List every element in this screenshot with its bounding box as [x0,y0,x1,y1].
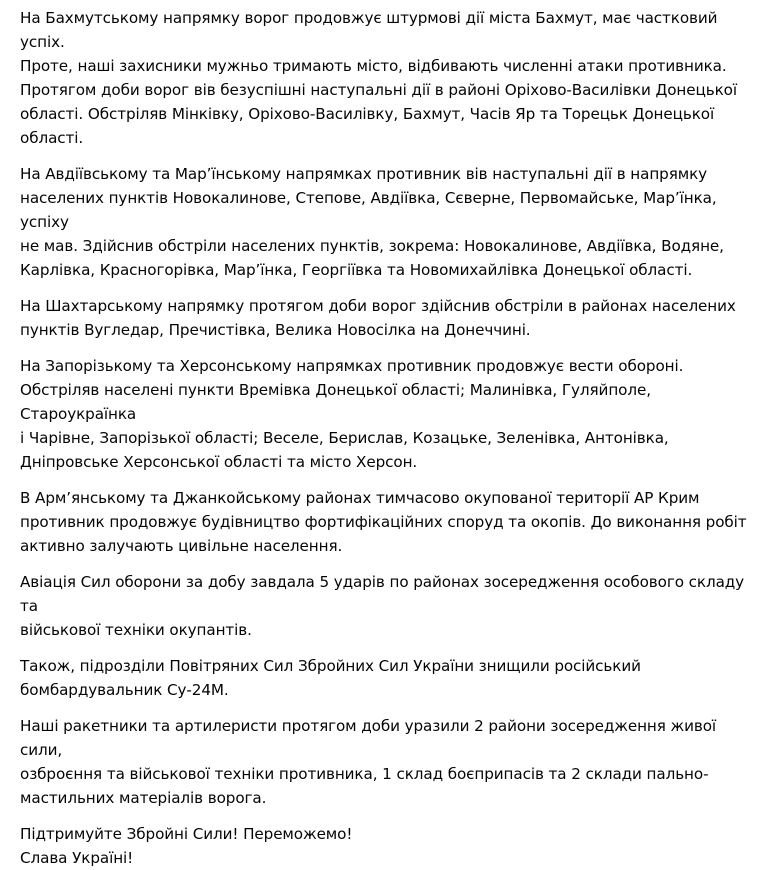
paragraph-artillery: Наші ракетники та артилеристи протягом доби уразили 2 райони зосередження живої сили, озброєння та військової техніки противника, 1 склад боєприпасів та 2 склади пально- мастильних матеріалів ворога. [20,717,717,807]
paragraph-shakhtarsk: На Шахтарському напрямку протягом доби ворог здійснив обстріли в районах населених пунктів Вугледар, Пречистівка, Велика Новосілка на Донеччині. [20,297,736,339]
paragraph-aviation: Авіація Сил оборони за добу завдала 5 ударів по районах зосередження особового складу та військової техніки окупантів. [20,573,745,639]
paragraph-closing: Підтримуйте Збройні Сили! Переможемо! Слава Україні! [20,825,353,867]
paragraph-air-force: Також, підрозділи Повітряних Сил Збройних Сил України знищили російський бомбардувальник Су-24М. [20,657,641,699]
post-body [20,6,760,870]
paragraph-bakhmut: На Бахмутському напрямку ворог продовжує штурмові дії міста Бахмут, має частковий успіх. Проте, наші захисники мужньо тримають місто, відбивають численні атаки противника. Протягом доби ворог вів безуспішні наступальні дії в районі Оріхово-Василівки Донецької області. Обстріляв Мінківку, Оріхово-Василівку, Бахмут, Часів Яр та Торецьк Донецької області. [20,9,737,147]
paragraph-avdiivka-marinka: На Авдіївському та Мар’їнському напрямках противник вів наступальні дії в напрямку населених пунктів Новокалинове, Степове, Авдіївка, Сєверне, Первомайське, Мар’їнка, успіху не мав. Здійснив обстріли населених пунктів, зокрема: Новокалинове, Авдіївка, Водяне, Карлівка, Красногорівка, Мар’їнка, Георгіївка та Новомихайлівка Донецької області. [20,165,724,279]
paragraph-zaporizhzhia-kherson: На Запорізькому та Херсонському напрямках противник продовжує вести обороні. Обстріляв населені пункти Времівка Донецької області; Малинівка, Гуляйполе, Староукраїнка і Чарівне, Запорізької області; Веселе, Бериcлав, Козацьке, Зеленівка, Антонівка, Дніпровське Херсонської області та місто Херсон. [20,357,684,471]
paragraph-crimea: В Арм’янському та Джанкойському районах тимчасово окупованої території АР Крим противник продовжує будівництво фортифікаційних споруд та окопів. До виконання робіт активно залучають цивільне населення. [20,489,747,555]
